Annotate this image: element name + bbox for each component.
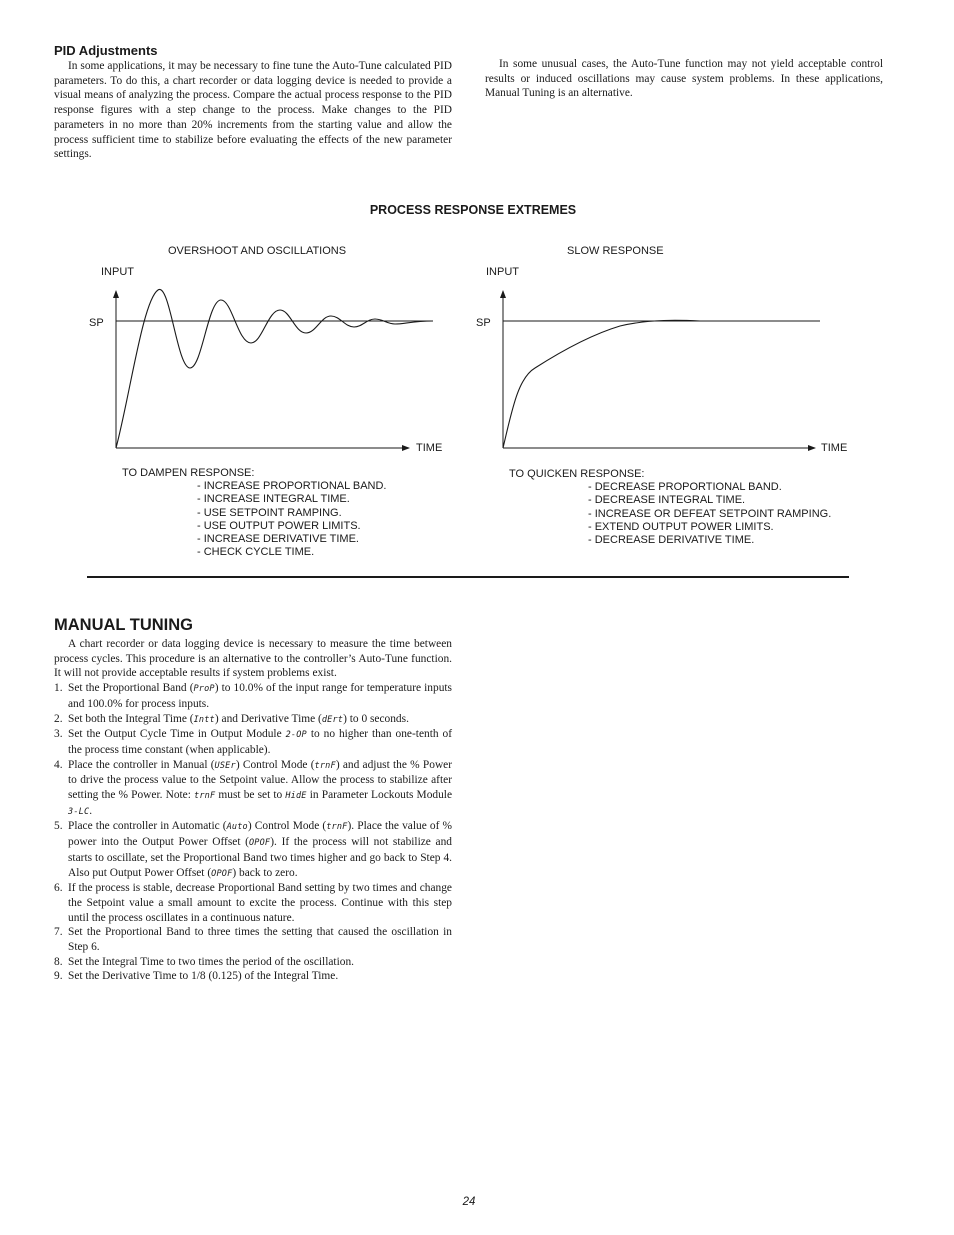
advice-item: - EXTEND OUTPUT POWER LIMITS. (588, 520, 774, 533)
display-code: trnF (314, 760, 336, 771)
advice-item: - USE SETPOINT RAMPING. (197, 506, 342, 519)
step-text: ) to 10.0% of the input range for temperature inputs and 100.0% for process inputs. (68, 682, 452, 710)
step-number: 8. (54, 955, 63, 968)
step-text: Set the Output Cycle Time in Output Module (68, 728, 286, 741)
step-text: Set the Proportional Band ( (68, 682, 194, 695)
page-number: 24 (462, 1196, 476, 1208)
display-code: 3-LC (68, 806, 90, 817)
step-number: 5. (54, 820, 63, 833)
step-number: 6. (54, 882, 63, 895)
step-text: Set the Proportional Band to three times the setting that caused the oscillation in Step 6. (68, 926, 452, 954)
display-code: OPOF (211, 868, 233, 879)
step-text: must be set to (215, 789, 286, 802)
advice-item: - DECREASE PROPORTIONAL BAND. (588, 481, 782, 494)
pid-paragraph: In some applications, it may be necessary to fine tune the Auto-Tune calculated PID parameters. To do this, a chart recorder or data logging device is needed to provide a visual means of analyzing the process. Compare the actual process response to the PID response figures with a step change to the process. Make changes to the PID parameters in no more than 20% increments from the starting value and allow the process sufficient time to stabilize before evaluating the effects of the new parameter settings. (54, 60, 452, 161)
display-code: ProP (193, 684, 215, 695)
display-code: Auto (226, 822, 248, 833)
step-text: ). If the process will not stabilize and starts to oscillate, set the Proportional Band two times higher and go back to Step 4. Also put Output Power Offset ( (68, 836, 452, 879)
tuning-steps (54, 681, 452, 984)
step-text: ) and adjust the % Power to drive the process value to the Setpoint value. Allow the process to stabilize after setting the % Power. Note: (68, 758, 453, 802)
display-code: OPOF (248, 838, 271, 849)
step-text: Set the Derivative Time to 1/8 (0.125) of the Integral Time. (68, 970, 339, 983)
advice-heading: TO DAMPEN RESPONSE: (122, 467, 255, 479)
step-item (54, 881, 452, 925)
display-code: USEr (214, 760, 236, 771)
step-text: Place the controller in Automatic ( (68, 820, 227, 833)
step-item (54, 712, 452, 728)
step-number: 9. (54, 970, 63, 983)
setpoint-label: SP (476, 317, 491, 329)
display-code: trnF (194, 791, 216, 802)
step-number: 2. (54, 712, 63, 725)
display-code: dErt (321, 714, 344, 725)
step-item (54, 969, 452, 984)
setpoint-label: SP (89, 317, 104, 329)
step-item (54, 681, 452, 711)
manual-intro: A chart recorder or data logging device is necessary to measure the time between process cycles. This procedure is an alternative to the controller’s Auto-Tune function. It will not provide acceptable results if system problems exist. (54, 638, 452, 680)
step-item (54, 758, 452, 820)
step-item (54, 727, 452, 757)
step-text: in Parameter Lockouts Module (306, 789, 452, 802)
note-paragraph: In some unusual cases, the Auto-Tune function may not yield acceptable control results or induced oscillations may cause system problems. In these applications, Manual Tuning is an alternative. (485, 58, 883, 100)
step-number: 1. (54, 682, 63, 695)
advice-list (122, 480, 386, 559)
display-code: HidE (285, 791, 307, 802)
section-divider (87, 576, 849, 578)
advice-list (509, 481, 831, 547)
y-axis-label: INPUT (101, 266, 134, 278)
manual-tuning-section (54, 616, 452, 984)
step-number: 3. (54, 728, 63, 741)
y-axis-label: INPUT (486, 266, 519, 278)
advice-item: - INCREASE DERIVATIVE TIME. (197, 533, 359, 546)
advice-item: - INCREASE OR DEFEAT SETPOINT RAMPING. (588, 507, 832, 520)
step-text: to no higher than one-tenth of the process time constant (when applicable). (68, 728, 452, 756)
slow-response-curve (503, 320, 740, 448)
section-heading: MANUAL TUNING (54, 616, 194, 634)
figure-title: PROCESS RESPONSE EXTREMES (369, 203, 577, 217)
advice-item: - USE OUTPUT POWER LIMITS. (197, 519, 361, 532)
step-text: Place the controller in Manual ( (68, 758, 215, 771)
step-text: ) and Derivative Time ( (214, 712, 322, 725)
step-number: 7. (54, 926, 63, 939)
step-text: ) to 0 seconds. (343, 712, 409, 725)
step-text: If the process is stable, decrease Proportional Band setting by two times and change the Setpoint value a small amount to excite the process. Continue with this step until the process oscillates in a continuous nature. (68, 882, 452, 924)
step-text: . (89, 804, 93, 817)
step-item (54, 925, 452, 954)
step-text: ) Control Mode ( (235, 758, 315, 771)
display-code: Intt (193, 714, 215, 725)
oscillating-response-curve (116, 289, 433, 448)
advice-heading: TO QUICKEN RESPONSE: (509, 468, 645, 480)
dampen-response-advice (122, 467, 386, 559)
advice-item: - INCREASE INTEGRAL TIME. (197, 493, 350, 506)
step-text: ) back to zero. (232, 866, 298, 879)
quicken-response-advice (509, 468, 831, 547)
step-item (54, 819, 452, 881)
advice-item: - DECREASE INTEGRAL TIME. (588, 494, 746, 507)
chart-subtitle: SLOW RESPONSE (567, 245, 664, 257)
slow-response-chart (476, 245, 847, 454)
step-text: Set both the Integral Time ( (68, 712, 194, 725)
overshoot-chart (89, 245, 442, 454)
step-text: ) Control Mode ( (247, 820, 327, 833)
x-axis-label: TIME (821, 442, 848, 454)
advice-item: - INCREASE PROPORTIONAL BAND. (197, 480, 387, 493)
section-heading: PID Adjustments (54, 43, 158, 58)
x-axis-label: TIME (416, 442, 443, 454)
display-code: trnF (326, 822, 348, 833)
step-number: 4. (54, 758, 63, 771)
step-text: ). Place the value of % power into the Output Power Offset ( (68, 820, 452, 849)
step-item (54, 955, 452, 970)
advice-item: - DECREASE DERIVATIVE TIME. (588, 534, 755, 547)
display-code: 2-OP (285, 730, 307, 741)
advice-item: - CHECK CYCLE TIME. (197, 546, 315, 559)
chart-subtitle: OVERSHOOT AND OSCILLATIONS (168, 245, 347, 257)
step-text: Set the Integral Time to two times the period of the oscillation. (68, 955, 354, 968)
